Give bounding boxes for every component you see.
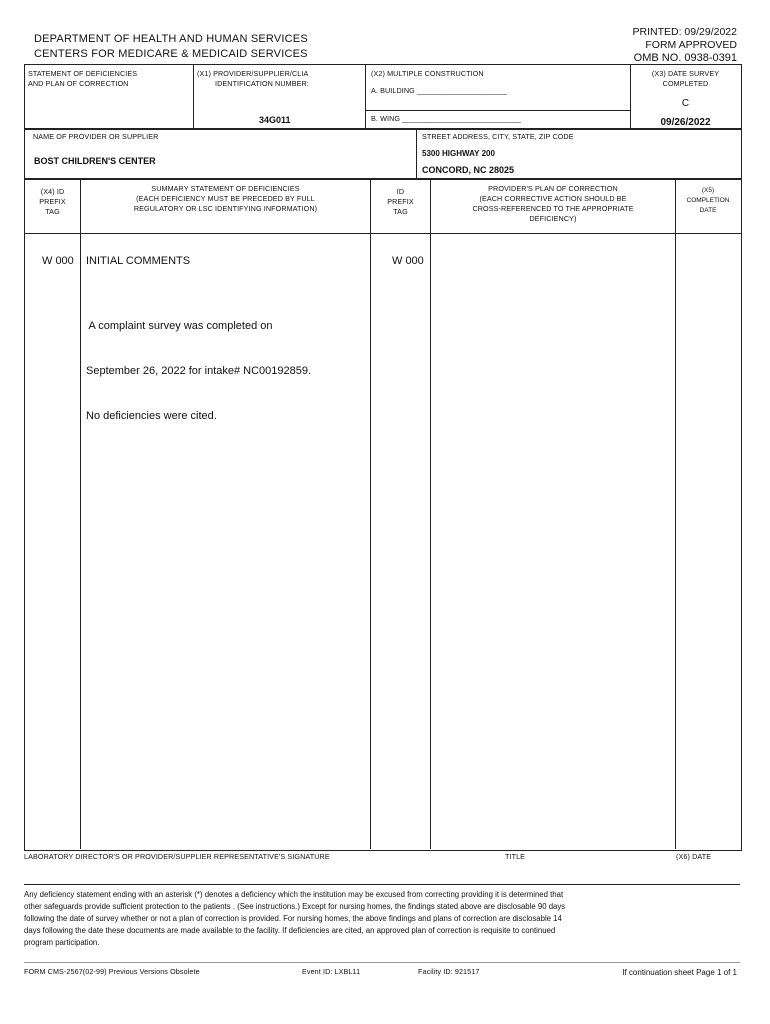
form-number: FORM CMS-2567(02-99) Previous Versions Obsolete xyxy=(24,967,200,976)
building-line: A. BUILDING ______________________ xyxy=(371,86,508,95)
title-label: TITLE xyxy=(505,852,526,861)
x3-label: (X3) DATE SURVEY COMPLETED xyxy=(651,69,720,88)
city-state-zip: CONCORD, NC 28025 xyxy=(422,165,515,175)
id-header: ID PREFIX TAG xyxy=(387,187,414,216)
statement-label: STATEMENT OF DEFICIENCIES AND PLAN OF CORRECTION xyxy=(28,69,138,88)
wing-line: B. WING _____________________________ xyxy=(371,114,521,123)
provider-id-number: 34G011 xyxy=(259,115,291,125)
printed-date: PRINTED: 09/29/2022 xyxy=(632,26,737,38)
agency-header xyxy=(34,32,308,62)
x5-header: (X5) COMPLETION DATE xyxy=(686,187,730,214)
provider-name: BOST CHILDREN'S CENTER xyxy=(34,156,156,166)
form-status-header xyxy=(633,26,737,65)
provider-name-label: NAME OF PROVIDER OR SUPPLIER xyxy=(33,132,159,141)
completion-code: C xyxy=(681,98,690,109)
plan-header: PROVIDER'S PLAN OF CORRECTION (EACH CORRECTIVE ACTION SHOULD BE CROSS-REFERENCED TO THE APPROPRIATE DEFICIENCY) xyxy=(472,184,634,223)
signature-date-label: (X6) DATE xyxy=(676,852,712,861)
x1-label: (X1) PROVIDER/SUPPLIER/CLIA IDENTIFICATION NUMBER: xyxy=(197,69,309,88)
signature-label: LABORATORY DIRECTOR'S OR PROVIDER/SUPPLIER REPRESENTATIVE'S SIGNATURE xyxy=(24,852,330,861)
department-name: DEPARTMENT OF HEALTH AND HUMAN SERVICES xyxy=(34,33,308,45)
form-approved: FORM APPROVED xyxy=(645,39,737,51)
survey-completed-date: 09/26/2022 xyxy=(660,117,711,128)
address-label: STREET ADDRESS, CITY, STATE, ZIP CODE xyxy=(422,132,574,141)
deficiency-table xyxy=(24,178,742,851)
prefix-tag-right: W 000 xyxy=(392,255,424,267)
facility-id: Facility ID: 921517 xyxy=(418,967,480,976)
omb-number: OMB NO. 0938-0391 xyxy=(633,52,737,64)
event-id: Event ID: LXBL11 xyxy=(302,967,361,976)
initial-comments-heading: INITIAL COMMENTS xyxy=(86,255,191,267)
page-number: If continuation sheet Page 1 of 1 xyxy=(622,968,737,977)
prefix-tag-left: W 000 xyxy=(42,255,74,267)
disclosure-footnote: Any deficiency statement ending with an asterisk (*) denotes a deficiency which the institution may be excused from correcting providing it is determined that other safeguards provide sufficient protection to the patients . (See instructions.) Except for nursing homes, the findings stated above are disclosable 90 days following the date of survey whether or not a plan of correction is provided. For nursing homes, the above findings and plans of correction are disclosable 14 days following the date these documents are made available to the facility. If deficiencies are cited, an approved plan of correction is requisite to continued program participation. xyxy=(24,890,566,947)
street-address: 5300 HIGHWAY 200 xyxy=(422,149,495,158)
summary-header: SUMMARY STATEMENT OF DEFICIENCIES (EACH DEFICIENCY MUST BE PRECEDED BY FULL REGULATORY OR LSC IDENTIFYING INFORMATION) xyxy=(133,184,318,213)
centers-name: CENTERS FOR MEDICARE & MEDICAID SERVICES xyxy=(34,48,308,60)
survey-comment: A complaint survey was completed on September 26, 2022 for intake# NC00192859. No deficiencies were cited. xyxy=(86,320,312,422)
x4-header: (X4) ID PREFIX TAG xyxy=(39,187,66,216)
x2-label: (X2) MULTIPLE CONSTRUCTION xyxy=(371,69,484,78)
